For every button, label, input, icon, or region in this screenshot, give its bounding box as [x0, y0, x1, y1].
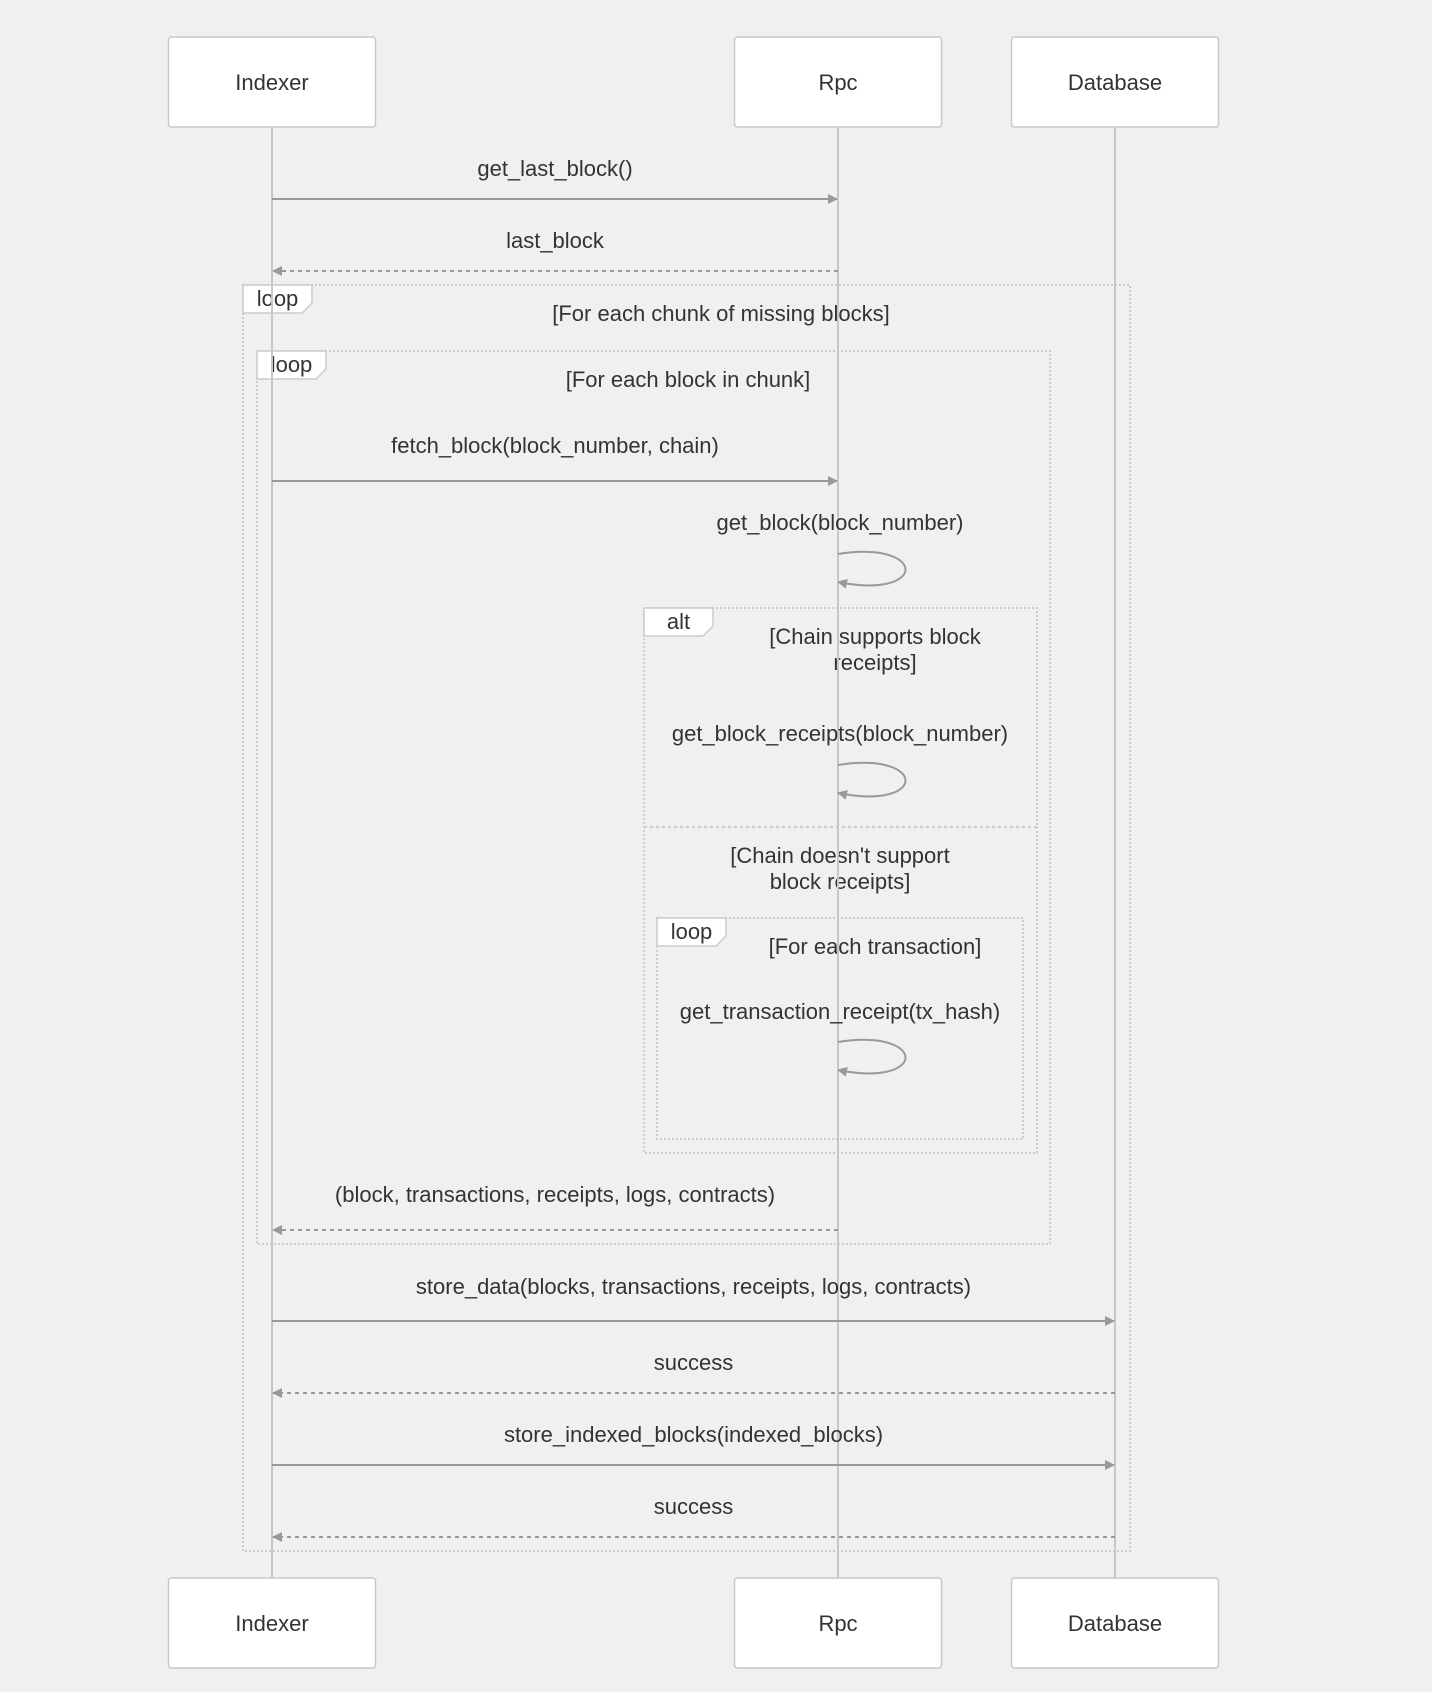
message-label: fetch_block(block_number, chain) [391, 433, 719, 458]
alt-frame-condition: [Chain supports block [769, 624, 981, 649]
message-m1 [272, 156, 837, 199]
loop-frame-border [257, 351, 1050, 1244]
loop-frame-tag: loop [670, 919, 713, 944]
actor-label: Indexer [235, 70, 309, 95]
message-label: get_block(block_number) [716, 510, 964, 535]
actor-indexer-bottom [169, 1578, 376, 1668]
loop-frame-tag: loop [256, 286, 299, 311]
actor-label: Database [1067, 70, 1163, 95]
loop-frame [657, 918, 1023, 1139]
message-m11 [273, 1494, 1115, 1537]
actor-indexer-top [169, 37, 376, 127]
message-m4 [716, 510, 963, 585]
message-m7 [273, 1182, 838, 1230]
message-label: get_last_block() [477, 156, 633, 181]
self-message-arrow [838, 1040, 906, 1074]
loop-frame-condition: [For each transaction] [768, 934, 982, 959]
actor-database-bottom [1012, 1578, 1219, 1668]
message-label: get_block_receipts(block_number) [671, 721, 1009, 746]
actor-label: Rpc [818, 70, 858, 95]
alt-else-condition: [Chain doesn't support [730, 843, 950, 868]
self-message-arrow [838, 763, 906, 797]
alt-frame-tag: alt [666, 609, 691, 634]
message-label: store_data(blocks, transactions, receipts, logs, contracts) [415, 1274, 972, 1299]
message-m8 [272, 1274, 1114, 1321]
message-label: last_block [506, 228, 604, 253]
message-label: success [653, 1350, 734, 1375]
message-m10 [272, 1422, 1114, 1465]
message-label: get_transaction_receipt(tx_hash) [679, 999, 1001, 1024]
alt-frame-condition: receipts] [833, 650, 917, 675]
loop-frame [257, 351, 1050, 1244]
actor-rpc-bottom [735, 1578, 942, 1668]
message-label: (block, transactions, receipts, logs, contracts) [334, 1182, 776, 1207]
message-label: success [653, 1494, 734, 1519]
actor-database-top [1012, 37, 1219, 127]
message-m6 [680, 999, 1000, 1073]
message-m9 [273, 1350, 1115, 1393]
message-m2 [273, 228, 838, 271]
alt-else-condition: block receipts] [769, 869, 911, 894]
loop-frame-condition: [For each chunk of missing blocks] [552, 301, 890, 326]
self-message-arrow [838, 552, 906, 586]
message-m5 [672, 721, 1008, 796]
actor-label: Rpc [818, 1611, 858, 1636]
actor-rpc-top [735, 37, 942, 127]
actor-label: Database [1067, 1611, 1163, 1636]
message-label: store_indexed_blocks(indexed_blocks) [503, 1422, 884, 1447]
message-m3 [272, 433, 837, 481]
actor-label: Indexer [235, 1611, 309, 1636]
loop-frame-tag: loop [270, 352, 313, 377]
loop-frame-condition: [For each block in chunk] [565, 367, 811, 392]
